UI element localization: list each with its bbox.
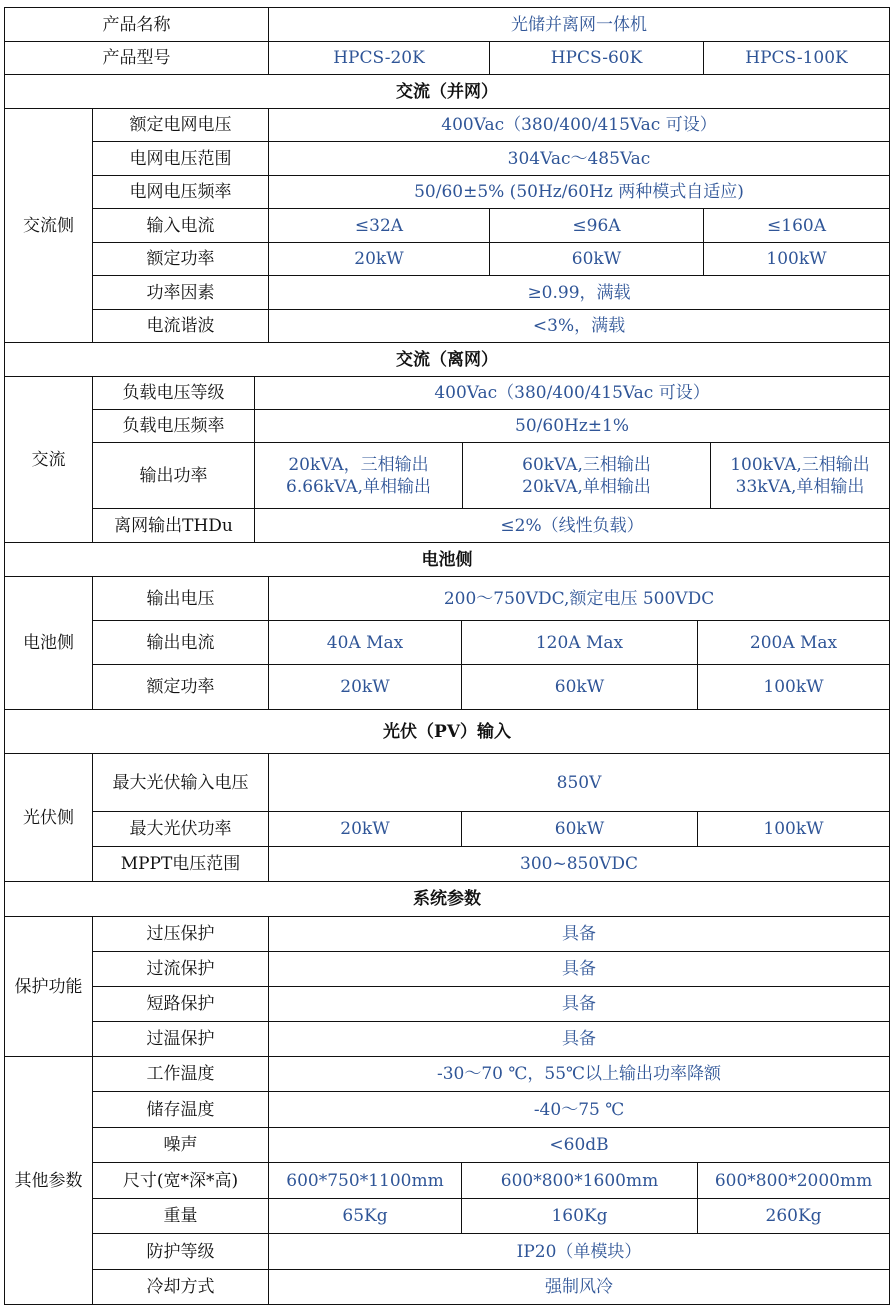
group-label-protection: 保护功能 — [5, 917, 93, 1057]
section-title-pv: 光伏（PV）输入 — [5, 710, 890, 754]
param-label: 重量 — [93, 1199, 269, 1234]
single-phase-output: 33kVA,单相输出 — [735, 476, 865, 497]
param-label: 最大光伏功率 — [93, 812, 269, 847]
three-phase-output: 60kVA,三相输出 — [522, 454, 651, 475]
param-label: 额定功率 — [93, 665, 269, 710]
param-label: 过温保护 — [93, 1022, 269, 1057]
param-value: 60kW — [462, 665, 698, 710]
param-value: 260Kg — [698, 1199, 890, 1234]
param-value — [711, 443, 890, 509]
table-row — [5, 917, 890, 952]
param-label: 电网电压范围 — [93, 142, 269, 176]
param-label: 负载电压频率 — [93, 410, 255, 443]
three-phase-output: 20kVA，三相输出 — [288, 454, 429, 475]
param-label: 离网输出THDu — [93, 509, 255, 543]
table-row — [5, 754, 890, 812]
section-title-system: 系统参数 — [5, 882, 890, 917]
table-row — [5, 1234, 890, 1270]
table-row — [5, 665, 890, 710]
param-label: 电流谐波 — [93, 310, 269, 343]
param-label: 负载电压等级 — [93, 377, 255, 410]
table-row — [5, 443, 890, 509]
ac-offgrid-table — [4, 342, 890, 543]
table-row — [5, 1163, 890, 1199]
param-value — [255, 443, 463, 509]
table-row — [5, 42, 890, 75]
product-header-table — [4, 7, 890, 343]
param-label: 功率因素 — [93, 276, 269, 310]
param-value: 具备 — [269, 952, 890, 987]
model-20k: HPCS-20K — [269, 42, 490, 75]
param-label: 短路保护 — [93, 987, 269, 1022]
param-value: 304Vac～485Vac — [269, 142, 890, 176]
param-value: -30～70 ℃，55℃以上输出功率降额 — [269, 1057, 890, 1092]
product-model-label: 产品型号 — [5, 42, 269, 75]
model-60k: HPCS-60K — [490, 42, 704, 75]
table-row — [5, 1199, 890, 1234]
param-value: ≤32A — [269, 209, 490, 243]
table-row — [5, 8, 890, 42]
param-value: ≤160A — [704, 209, 890, 243]
param-label: 额定电网电压 — [93, 109, 269, 142]
product-name-value: 光储并离网一体机 — [269, 8, 890, 42]
table-row — [5, 1092, 890, 1128]
param-label: 输出功率 — [93, 443, 255, 509]
table-row — [5, 621, 890, 665]
param-label: 最大光伏输入电压 — [93, 754, 269, 812]
table-row — [5, 847, 890, 882]
single-phase-output: 6.66kVA,单相输出 — [286, 476, 431, 497]
table-row — [5, 509, 890, 543]
param-value: ≥0.99，满载 — [269, 276, 890, 310]
table-row — [5, 243, 890, 276]
param-label: 过流保护 — [93, 952, 269, 987]
param-label: 电网电压频率 — [93, 176, 269, 209]
param-value: 600*750*1100mm — [269, 1163, 462, 1199]
param-value: IP20（单模块） — [269, 1234, 890, 1270]
param-value: 200～750VDC,额定电压 500VDC — [269, 577, 890, 621]
model-100k: HPCS-100K — [704, 42, 890, 75]
param-value: 100kW — [704, 243, 890, 276]
group-label-pv: 光伏侧 — [5, 754, 93, 882]
param-label: MPPT电压范围 — [93, 847, 269, 882]
param-value: 40A Max — [269, 621, 462, 665]
param-value: 400Vac（380/400/415Vac 可设） — [255, 377, 890, 410]
single-phase-output: 20kVA,单相输出 — [522, 476, 651, 497]
group-label-other: 其他参数 — [5, 1057, 93, 1305]
param-value: <60dB — [269, 1128, 890, 1163]
param-value: 60kW — [462, 812, 698, 847]
param-value: 具备 — [269, 917, 890, 952]
table-row — [5, 1057, 890, 1092]
table-row — [5, 1128, 890, 1163]
table-row — [5, 377, 890, 410]
table-row — [5, 952, 890, 987]
section-header — [5, 343, 890, 377]
table-row — [5, 142, 890, 176]
table-row — [5, 987, 890, 1022]
table-row — [5, 176, 890, 209]
param-value: 200A Max — [698, 621, 890, 665]
param-label: 额定功率 — [93, 243, 269, 276]
param-value: 强制风冷 — [269, 1270, 890, 1305]
param-label: 尺寸(宽*深*高) — [93, 1163, 269, 1199]
table-row — [5, 310, 890, 343]
spec-sheet — [4, 7, 889, 1305]
param-value: 100kW — [698, 665, 890, 710]
section-title-ac-grid: 交流（并网） — [5, 75, 890, 109]
table-row — [5, 812, 890, 847]
param-value: 600*800*1600mm — [462, 1163, 698, 1199]
param-value: <3%，满载 — [269, 310, 890, 343]
param-value: 60kW — [490, 243, 704, 276]
param-value: 600*800*2000mm — [698, 1163, 890, 1199]
section-title-ac-offgrid: 交流（离网） — [5, 343, 890, 377]
table-row — [5, 1270, 890, 1305]
param-value: 850V — [269, 754, 890, 812]
param-label: 过压保护 — [93, 917, 269, 952]
group-label-ac-side: 交流侧 — [5, 109, 93, 343]
param-value: 160Kg — [462, 1199, 698, 1234]
param-label: 储存温度 — [93, 1092, 269, 1128]
param-value: 50/60Hz±1% — [255, 410, 890, 443]
param-value: 400Vac（380/400/415Vac 可设） — [269, 109, 890, 142]
param-value: 20kW — [269, 812, 462, 847]
param-label: 噪声 — [93, 1128, 269, 1163]
section-header — [5, 710, 890, 754]
param-value: ≤96A — [490, 209, 704, 243]
param-value: 120A Max — [462, 621, 698, 665]
param-value: 20kW — [269, 665, 462, 710]
param-label: 工作温度 — [93, 1057, 269, 1092]
param-value: 100kW — [698, 812, 890, 847]
param-label: 输入电流 — [93, 209, 269, 243]
section-header — [5, 543, 890, 577]
param-value: -40～75 ℃ — [269, 1092, 890, 1128]
param-value: 20kW — [269, 243, 490, 276]
product-name-label: 产品名称 — [5, 8, 269, 42]
section-header — [5, 75, 890, 109]
param-label: 输出电流 — [93, 621, 269, 665]
param-label: 防护等级 — [93, 1234, 269, 1270]
table-row — [5, 109, 890, 142]
table-row — [5, 276, 890, 310]
table-row — [5, 1022, 890, 1057]
param-value: 具备 — [269, 1022, 890, 1057]
param-value — [463, 443, 711, 509]
param-value: 具备 — [269, 987, 890, 1022]
three-phase-output: 100kVA,三相输出 — [730, 454, 870, 475]
group-label-battery: 电池侧 — [5, 577, 93, 710]
param-label: 输出电压 — [93, 577, 269, 621]
battery-pv-system-table — [4, 542, 890, 1305]
param-value: 300~850VDC — [269, 847, 890, 882]
param-value: ≤2%（线性负载） — [255, 509, 890, 543]
param-value: 50/60±5% (50Hz/60Hz 两种模式自适应) — [269, 176, 890, 209]
param-label: 冷却方式 — [93, 1270, 269, 1305]
section-title-battery: 电池侧 — [5, 543, 890, 577]
table-row — [5, 410, 890, 443]
section-header — [5, 882, 890, 917]
table-row — [5, 209, 890, 243]
table-row — [5, 577, 890, 621]
param-value: 65Kg — [269, 1199, 462, 1234]
group-label-ac: 交流 — [5, 377, 93, 543]
